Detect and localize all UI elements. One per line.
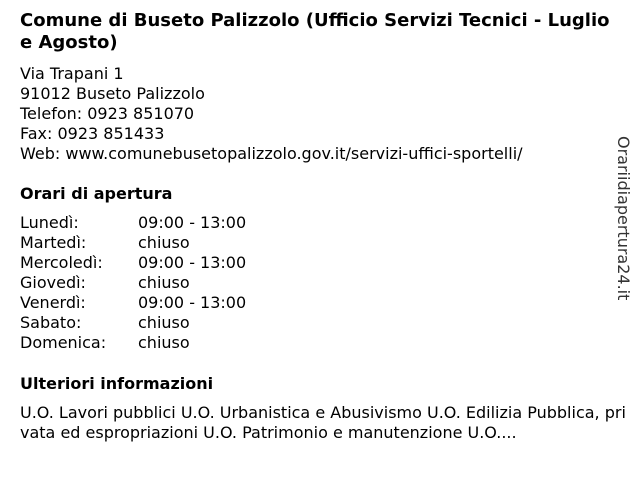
hours-time: chiuso [138,313,190,332]
hours-day: Mercoledì: [20,253,103,272]
opening-hours-heading: Orari di apertura [20,184,173,203]
page-title: Comune di Buseto Palizzolo (Ufficio Servizi Tecnici - Luglio e Agosto) [20,10,610,53]
hours-time: chiuso [138,273,190,292]
hours-time: chiuso [138,333,190,352]
additional-info-text: U.O. Lavori pubblici U.O. Urbanistica e Abusivismo U.O. Edilizia Pubblica, privata ed espropriazioni U.O. Patrimonio e manutenzione U.O.... [20,403,626,442]
website-link[interactable]: Web: www.comunebusetopalizzolo.gov.it/servizi-uffici-sportelli/ [20,144,523,163]
address-city: 91012 Buseto Palizzolo [20,84,205,103]
hours-time: 09:00 - 13:00 [138,253,247,272]
address-block [20,64,523,164]
hours-time: chiuso [138,233,190,252]
address-street: Via Trapani 1 [20,64,124,83]
additional-info-heading: Ulteriori informazioni [20,374,214,393]
fax-number: Fax: 0923 851433 [20,124,165,143]
hours-day: Martedì: [20,233,87,252]
hours-day: Giovedì: [20,273,86,292]
hours-day: Venerdì: [20,293,86,312]
phone-number: Telefon: 0923 851070 [20,104,195,123]
hours-day: Lunedì: [20,213,79,232]
hours-day: Sabato: [20,313,82,332]
hours-time: 09:00 - 13:00 [138,213,247,232]
hours-day: Domenica: [20,333,107,352]
hours-time: 09:00 - 13:00 [138,293,247,312]
site-watermark: Orariidiapertura24.it [614,136,633,301]
